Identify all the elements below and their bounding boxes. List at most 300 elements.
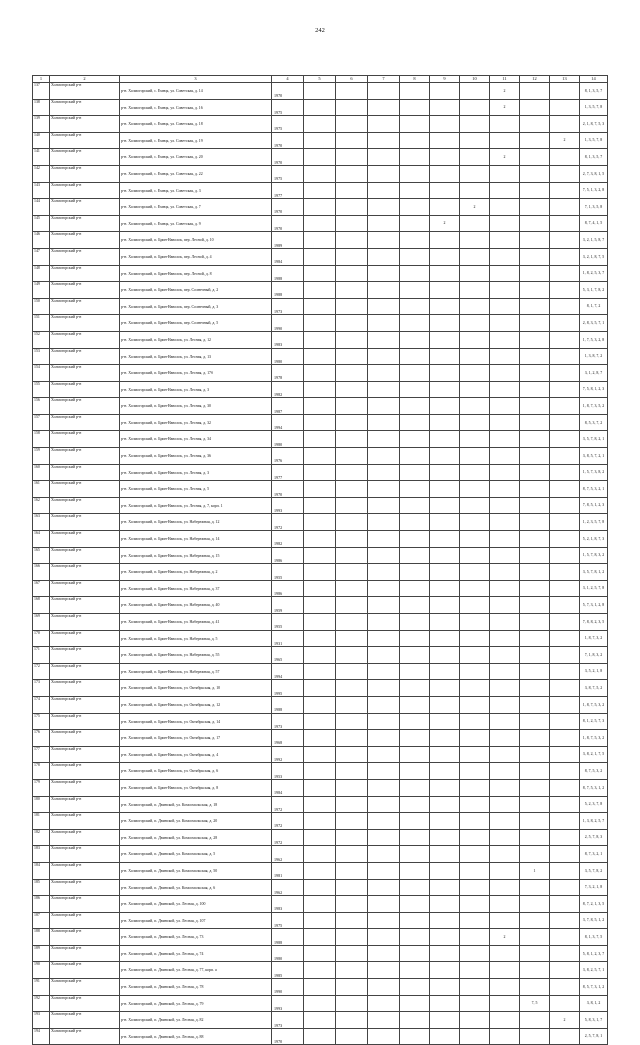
empty-cell-col-7 [368,514,400,531]
address-text: р-н. Холмогорский, п. Двинской, ул. Лесная, д. 82 [121,1018,204,1023]
priority-codes-cell: 3, 8, 1, 2 [580,995,608,1012]
empty-cell-col-7 [368,580,400,597]
table-row [33,945,608,962]
table-row [33,962,608,979]
address-text: р-н. Холмогорский, п. Брин-Наволок, ул. Октябрьская, д. 17 [121,736,221,741]
value-cell-c11 [490,630,520,647]
priority-codes-cell: 1, 7, 5, 3, 2, 8 [580,331,608,348]
value-cell-c11 [490,414,520,431]
value-cell-c10 [460,232,490,249]
row-number: 189 [33,945,50,962]
year-text: 1970 [274,491,283,497]
empty-cell-col-5 [304,381,336,398]
value-cell-c12 [520,298,550,315]
value-cell-c13 [550,680,580,697]
table-row [33,99,608,116]
value-cell-c9 [430,995,460,1012]
row-number: 173 [33,680,50,697]
value-cell-c10 [460,165,490,182]
empty-cell-col-6 [336,531,368,548]
municipality-cell: Холмогорский р-н [50,165,120,182]
value-cell-c9 [430,232,460,249]
empty-cell-col-5 [304,199,336,216]
year-cell [272,647,304,664]
address-text: р-н. Холмогорский, п. Брин-Наволок, ул. Лесная, д. 5 [121,487,210,492]
empty-cell-col-5 [304,647,336,664]
year-text: 1984 [274,259,283,265]
municipality-cell: Холмогорский р-н [50,630,120,647]
value-cell-c9 [430,945,460,962]
row-number: 142 [33,165,50,182]
empty-cell-col-5 [304,829,336,846]
row-number: 146 [33,232,50,249]
value-cell-c11 [490,614,520,631]
value-cell-c12 [520,99,550,116]
table-row [33,381,608,398]
value-cell-c11 [490,199,520,216]
empty-cell-col-7 [368,99,400,116]
value-cell-c9 [430,464,460,481]
table-row [33,1028,608,1045]
table-row [33,564,608,581]
row-number: 151 [33,315,50,332]
value-cell-c13 [550,746,580,763]
address-text: р-н. Холмогорский, п. Брин-Наволок, ул. Октябрьская, д. 4 [121,752,219,757]
table-row [33,331,608,348]
address-cell [120,248,272,265]
priority-codes-cell: 5, 7, 3, 1, 2, 8 [580,597,608,614]
year-cell [272,730,304,747]
municipality-cell: Холмогорский р-н [50,182,120,199]
empty-cell-col-5 [304,448,336,465]
empty-cell-col-5 [304,663,336,680]
priority-codes-cell: 7, 3, 2, 1, 8 [580,879,608,896]
priority-codes-cell: 1, 8, 7, 3, 5, 2 [580,398,608,415]
value-cell-c10 [460,298,490,315]
address-cell [120,779,272,796]
value-cell-c13 [550,265,580,282]
empty-cell-col-7 [368,331,400,348]
empty-cell-col-7 [368,945,400,962]
empty-cell-col-8 [400,165,430,182]
priority-codes-cell: 7, 5, 1, 3, 2, 8 [580,182,608,199]
empty-cell-col-5 [304,331,336,348]
value-cell-c13 [550,464,580,481]
year-cell [272,431,304,448]
table-row [33,912,608,929]
value-cell-c13 [550,779,580,796]
row-number: 147 [33,248,50,265]
value-cell-c9 [430,713,460,730]
value-cell-c10 [460,132,490,149]
year-cell [272,149,304,166]
empty-cell-col-7 [368,215,400,232]
address-cell [120,647,272,664]
priority-codes-cell: 8, 7, 5, 3, 2, 1 [580,481,608,498]
value-cell-c13 [550,912,580,929]
empty-cell-col-8 [400,132,430,149]
address-text: р-н. Холмогорский, с. Емецк, ул. Советская, д. 9 [121,221,201,226]
municipality-cell: Холмогорский р-н [50,265,120,282]
empty-cell-col-8 [400,879,430,896]
value-cell-c11 [490,680,520,697]
municipality-cell: Холмогорский р-н [50,580,120,597]
value-cell-c11 [490,796,520,813]
table-row [33,614,608,631]
year-text: 1953 [274,773,283,779]
row-number: 169 [33,614,50,631]
address-text: р-н. Холмогорский, п. Брин-Наволок, ул. Лесная, д. 17б [121,371,213,376]
empty-cell-col-7 [368,962,400,979]
empty-cell-col-6 [336,215,368,232]
year-cell [272,315,304,332]
value-cell-c9 [430,99,460,116]
empty-cell-col-5 [304,680,336,697]
empty-cell-col-6 [336,381,368,398]
value-cell-c11 [490,365,520,382]
year-cell [272,248,304,265]
municipality-cell: Холмогорский р-н [50,730,120,747]
value-cell-c9 [430,813,460,830]
empty-cell-col-8 [400,265,430,282]
year-text: 1984 [274,790,283,796]
priority-codes-cell: 7, 1, 3, 5, 8 [580,199,608,216]
value-cell-c13 [550,315,580,332]
value-cell-c12: 1 [520,862,550,879]
year-cell [272,779,304,796]
address-cell [120,215,272,232]
year-text: 1982 [274,541,283,547]
column-header-3: 3 [120,76,272,83]
value-cell-c10 [460,779,490,796]
address-cell [120,83,272,100]
value-cell-c12 [520,979,550,996]
value-cell-c9 [430,896,460,913]
value-cell-c11 [490,962,520,979]
value-cell-c11 [490,398,520,415]
empty-cell-col-8 [400,597,430,614]
value-cell-c9 [430,116,460,133]
empty-cell-col-8 [400,730,430,747]
empty-cell-col-8 [400,315,430,332]
value-cell-c12 [520,580,550,597]
municipality-cell: Холмогорский р-н [50,846,120,863]
address-cell [120,763,272,780]
year-cell [272,896,304,913]
row-number: 190 [33,962,50,979]
empty-cell-col-6 [336,414,368,431]
municipality-cell: Холмогорский р-н [50,995,120,1012]
empty-cell-col-5 [304,713,336,730]
value-cell-c12 [520,647,550,664]
empty-cell-col-6 [336,464,368,481]
row-number: 193 [33,1012,50,1029]
municipality-cell: Холмогорский р-н [50,348,120,365]
empty-cell-col-5 [304,779,336,796]
year-cell [272,813,304,830]
empty-cell-col-5 [304,929,336,946]
value-cell-c10 [460,979,490,996]
value-cell-c10 [460,829,490,846]
municipality-cell: Холмогорский р-н [50,547,120,564]
table-row [33,481,608,498]
priority-codes-cell: 2, 5, 7, 8, 3 [580,829,608,846]
empty-cell-col-6 [336,896,368,913]
municipality-cell: Холмогорский р-н [50,398,120,415]
year-cell [272,531,304,548]
municipality-cell: Холмогорский р-н [50,746,120,763]
municipality-cell: Холмогорский р-н [50,464,120,481]
year-text: 1978 [274,375,283,381]
empty-cell-col-6 [336,83,368,100]
year-cell [272,796,304,813]
value-cell-c13 [550,896,580,913]
empty-cell-col-8 [400,248,430,265]
municipality-cell: Холмогорский р-н [50,862,120,879]
empty-cell-col-5 [304,248,336,265]
municipality-cell: Холмогорский р-н [50,647,120,664]
value-cell-c9: 2 [430,215,460,232]
address-text: р-н. Холмогорский, п. Брин-Наволок, ул. Октябрьская, д. 12 [121,702,221,707]
value-cell-c10 [460,962,490,979]
value-cell-c13 [550,448,580,465]
empty-cell-col-7 [368,879,400,896]
year-cell [272,979,304,996]
year-text: 1993 [274,1005,283,1011]
empty-cell-col-5 [304,464,336,481]
row-number: 153 [33,348,50,365]
row-number: 154 [33,365,50,382]
empty-cell-col-5 [304,531,336,548]
row-number: 148 [33,265,50,282]
value-cell-c12 [520,132,550,149]
empty-cell-col-7 [368,1028,400,1045]
empty-cell-col-8 [400,614,430,631]
priority-codes-cell: 8, 1, 2, 5, 7, 3 [580,713,608,730]
year-cell [272,481,304,498]
column-header-7: 7 [368,76,400,83]
address-cell [120,232,272,249]
municipality-cell: Холмогорский р-н [50,713,120,730]
value-cell-c10 [460,796,490,813]
table-row [33,132,608,149]
priority-codes-cell: 2, 8, 3, 5, 7, 1 [580,315,608,332]
address-text: р-н. Холмогорский, п. Двинской, ул. Лесная, д. 78 [121,985,204,990]
table-row [33,232,608,249]
column-header-5: 5 [304,76,336,83]
empty-cell-col-6 [336,929,368,946]
address-text: р-н. Холмогорский, п. Брин-Наволок, ул. Октябрьская, д. 14 [121,719,221,724]
empty-cell-col-8 [400,813,430,830]
year-cell [272,829,304,846]
value-cell-c11 [490,995,520,1012]
address-text: р-н. Холмогорский, п. Брин-Наволок, ул. Набережная, д. 14 [121,537,220,542]
year-text: 1973 [274,309,283,315]
value-cell-c10 [460,414,490,431]
value-cell-c9 [430,381,460,398]
priority-codes-cell: 8, 1, 7, 2 [580,298,608,315]
column-header-9: 9 [430,76,460,83]
value-cell-c11 [490,979,520,996]
address-cell [120,929,272,946]
value-cell-c10 [460,514,490,531]
year-text: 1980 [274,358,283,364]
row-number: 149 [33,282,50,299]
year-text: 1992 [274,757,283,763]
value-cell-c12 [520,564,550,581]
row-number: 150 [33,298,50,315]
priority-codes-cell: 5, 8, 1, 2, 3, 7 [580,945,608,962]
empty-cell-col-5 [304,962,336,979]
value-cell-c9 [430,331,460,348]
value-cell-c13 [550,862,580,879]
value-cell-c9 [430,265,460,282]
municipality-cell: Холмогорский р-н [50,879,120,896]
value-cell-c10 [460,182,490,199]
value-cell-c9 [430,182,460,199]
priority-codes-cell: 3, 1, 2, 8, 7 [580,365,608,382]
table-row [33,779,608,796]
year-cell [272,215,304,232]
empty-cell-col-8 [400,796,430,813]
address-text: р-н. Холмогорский, п. Двинской, ул. Комсомольская, д. 6 [121,885,216,890]
municipality-cell: Холмогорский р-н [50,929,120,946]
row-number: 141 [33,149,50,166]
value-cell-c13 [550,232,580,249]
priority-codes-cell: 7, 8, 5, 1, 2, 3 [580,497,608,514]
municipality-cell: Холмогорский р-н [50,979,120,996]
empty-cell-col-8 [400,630,430,647]
empty-cell-col-6 [336,829,368,846]
value-cell-c11 [490,746,520,763]
address-text: р-н. Холмогорский, п. Двинской, ул. Комсомольская, д. 28 [121,835,218,840]
row-number: 162 [33,497,50,514]
value-cell-c9 [430,298,460,315]
municipality-cell: Холмогорский р-н [50,414,120,431]
empty-cell-col-6 [336,348,368,365]
empty-cell-col-8 [400,531,430,548]
address-cell [120,315,272,332]
address-cell [120,381,272,398]
value-cell-c11 [490,448,520,465]
value-cell-c11 [490,431,520,448]
address-cell [120,481,272,498]
value-cell-c11 [490,713,520,730]
table-row [33,315,608,332]
empty-cell-col-5 [304,597,336,614]
year-cell [272,746,304,763]
year-text: 1973 [274,723,283,729]
value-cell-c10 [460,265,490,282]
empty-cell-col-8 [400,945,430,962]
empty-cell-col-7 [368,730,400,747]
value-cell-c13 [550,531,580,548]
empty-cell-col-6 [336,962,368,979]
row-number: 163 [33,514,50,531]
value-cell-c13 [550,730,580,747]
value-cell-c12 [520,630,550,647]
year-text: 1985 [274,972,283,978]
empty-cell-col-7 [368,398,400,415]
row-number: 192 [33,995,50,1012]
value-cell-c10 [460,862,490,879]
priority-codes-cell: 3, 2, 1, 5, 8, 7 [580,232,608,249]
row-number: 156 [33,398,50,415]
value-cell-c13 [550,431,580,448]
empty-cell-col-8 [400,564,430,581]
value-cell-c12 [520,1028,550,1045]
row-number: 182 [33,829,50,846]
priority-codes-cell: 5, 2, 3, 7, 8 [580,796,608,813]
table-row [33,199,608,216]
municipality-cell: Холмогорский р-н [50,763,120,780]
page-number: 242 [315,27,325,34]
year-text: 1987 [274,408,283,414]
year-text: 1977 [274,474,283,480]
value-cell-c13 [550,647,580,664]
empty-cell-col-5 [304,580,336,597]
value-cell-c13 [550,282,580,299]
row-number: 159 [33,448,50,465]
value-cell-c13 [550,945,580,962]
table-row [33,796,608,813]
municipality-cell: Холмогорский р-н [50,298,120,315]
empty-cell-col-6 [336,630,368,647]
value-cell-c10 [460,746,490,763]
address-text: р-н. Холмогорский, п. Брин-Наволок, ул. Набережная, д. 15 [121,553,220,558]
priority-codes-cell: 1, 5, 7, 8, 3, 2 [580,547,608,564]
year-cell [272,879,304,896]
priority-codes-cell: 2, 5, 7, 8, 1 [580,1028,608,1045]
value-cell-c11 [490,945,520,962]
value-cell-c12 [520,265,550,282]
value-cell-c9 [430,282,460,299]
address-cell [120,464,272,481]
address-cell [120,730,272,747]
empty-cell-col-6 [336,149,368,166]
address-text: р-н. Холмогорский, п. Брин-Наволок, пер. Лесной, д. 8 [121,271,212,276]
value-cell-c9 [430,315,460,332]
value-cell-c9 [430,165,460,182]
empty-cell-col-7 [368,912,400,929]
address-cell [120,1028,272,1045]
value-cell-c9 [430,248,460,265]
value-cell-c12 [520,796,550,813]
value-cell-c10 [460,531,490,548]
value-cell-c11 [490,232,520,249]
column-header-10: 10 [460,76,490,83]
empty-cell-col-6 [336,315,368,332]
value-cell-c10 [460,945,490,962]
value-cell-c12 [520,481,550,498]
row-number: 181 [33,813,50,830]
value-cell-c10 [460,331,490,348]
value-cell-c13 [550,929,580,946]
priority-codes-cell: 3, 8, 7, 5, 2 [580,680,608,697]
row-number: 139 [33,116,50,133]
value-cell-c12 [520,149,550,166]
address-cell [120,365,272,382]
value-cell-c11 [490,763,520,780]
value-cell-c12 [520,116,550,133]
value-cell-c9 [430,829,460,846]
value-cell-c12 [520,547,550,564]
empty-cell-col-8 [400,1012,430,1029]
empty-cell-col-8 [400,580,430,597]
value-cell-c11: 2 [490,929,520,946]
value-cell-c13 [550,630,580,647]
empty-cell-col-5 [304,132,336,149]
